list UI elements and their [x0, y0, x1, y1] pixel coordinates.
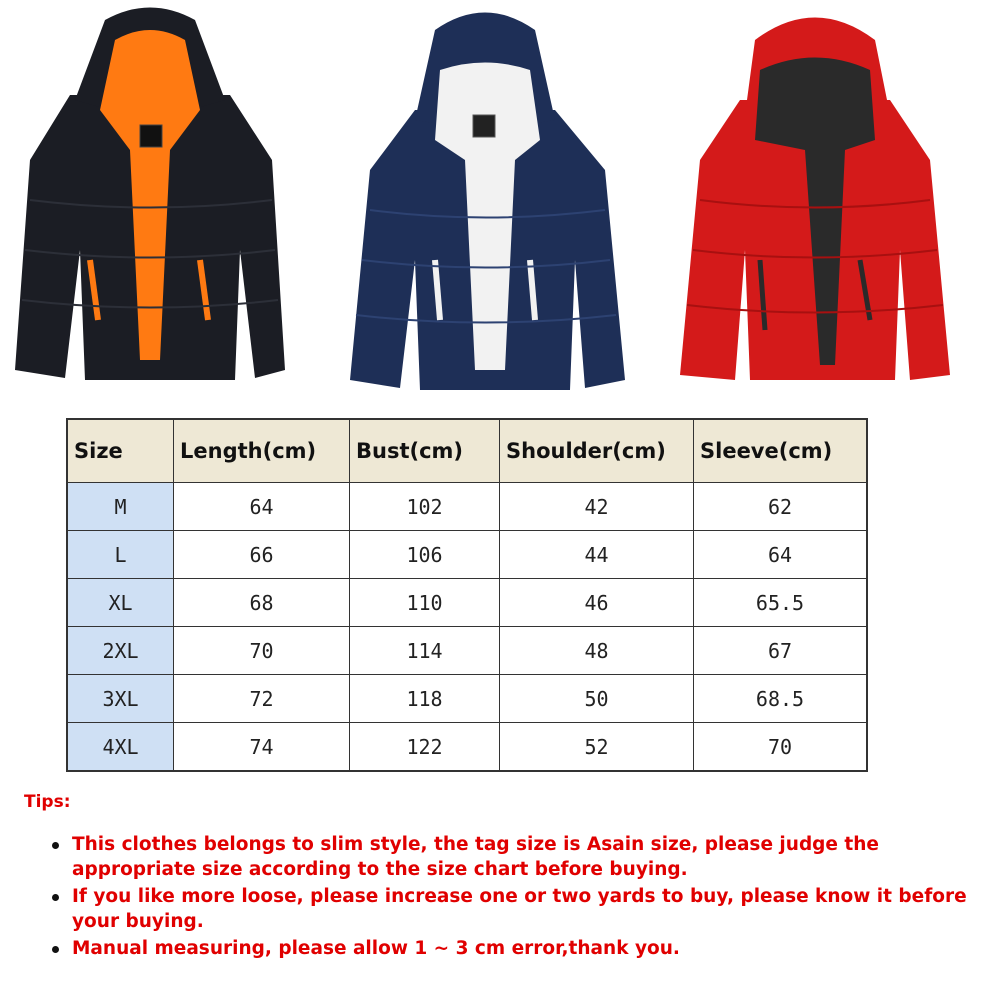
- size-cell: 4XL: [67, 723, 174, 772]
- table-row: [67, 579, 867, 627]
- length-cell: 72: [174, 675, 350, 723]
- sleeve-cell: 62: [694, 483, 868, 531]
- shoulder-cell: 44: [500, 531, 694, 579]
- shoulder-cell: 52: [500, 723, 694, 772]
- header-shoulder: Shoulder(cm): [500, 419, 694, 483]
- length-cell: 74: [174, 723, 350, 772]
- shoulder-cell: 48: [500, 627, 694, 675]
- tip-text: This clothes belongs to slim style, the tag size is Asain size, please judge the appropriate size according to the size chart before buying.: [72, 834, 879, 880]
- table-row: [67, 483, 867, 531]
- table-row: [67, 627, 867, 675]
- shoulder-cell: 46: [500, 579, 694, 627]
- tip-item: [48, 832, 978, 882]
- bullet-icon: [52, 894, 59, 901]
- table-row: [67, 723, 867, 772]
- tips-title: Tips:: [24, 792, 71, 812]
- bust-cell: 122: [350, 723, 500, 772]
- table-row: [67, 675, 867, 723]
- size-cell: XL: [67, 579, 174, 627]
- shoulder-cell: 42: [500, 483, 694, 531]
- bust-cell: 106: [350, 531, 500, 579]
- length-cell: 68: [174, 579, 350, 627]
- tips-list: [48, 832, 978, 963]
- length-cell: 66: [174, 531, 350, 579]
- header-length: Length(cm): [174, 419, 350, 483]
- bust-cell: 102: [350, 483, 500, 531]
- tip-item: [48, 884, 978, 934]
- bullet-icon: [52, 842, 59, 849]
- bust-cell: 114: [350, 627, 500, 675]
- bullet-icon: [52, 946, 59, 953]
- bust-cell: 118: [350, 675, 500, 723]
- bust-cell: 110: [350, 579, 500, 627]
- sleeve-cell: 65.5: [694, 579, 868, 627]
- shoulder-cell: 50: [500, 675, 694, 723]
- table-row: [67, 531, 867, 579]
- size-cell: M: [67, 483, 174, 531]
- size-chart-table: [66, 418, 868, 772]
- tip-item: [48, 936, 978, 961]
- header-sleeve: Sleeve(cm): [694, 419, 868, 483]
- sleeve-cell: 70: [694, 723, 868, 772]
- jacket-navy-white-image: [340, 0, 630, 405]
- sleeve-cell: 67: [694, 627, 868, 675]
- tip-text: Manual measuring, please allow 1 ~ 3 cm error,thank you.: [72, 938, 680, 959]
- table-header-row: [67, 419, 867, 483]
- header-size: Size: [67, 419, 174, 483]
- tip-text: If you like more loose, please increase one or two yards to buy, please know it before your buying.: [72, 886, 967, 932]
- sleeve-cell: 64: [694, 531, 868, 579]
- size-cell: 2XL: [67, 627, 174, 675]
- size-cell: L: [67, 531, 174, 579]
- jacket-red-black-image: [675, 0, 960, 405]
- length-cell: 70: [174, 627, 350, 675]
- header-bust: Bust(cm): [350, 419, 500, 483]
- product-images: [0, 0, 1001, 405]
- size-cell: 3XL: [67, 675, 174, 723]
- length-cell: 64: [174, 483, 350, 531]
- jacket-black-orange-image: [10, 0, 290, 405]
- sleeve-cell: 68.5: [694, 675, 868, 723]
